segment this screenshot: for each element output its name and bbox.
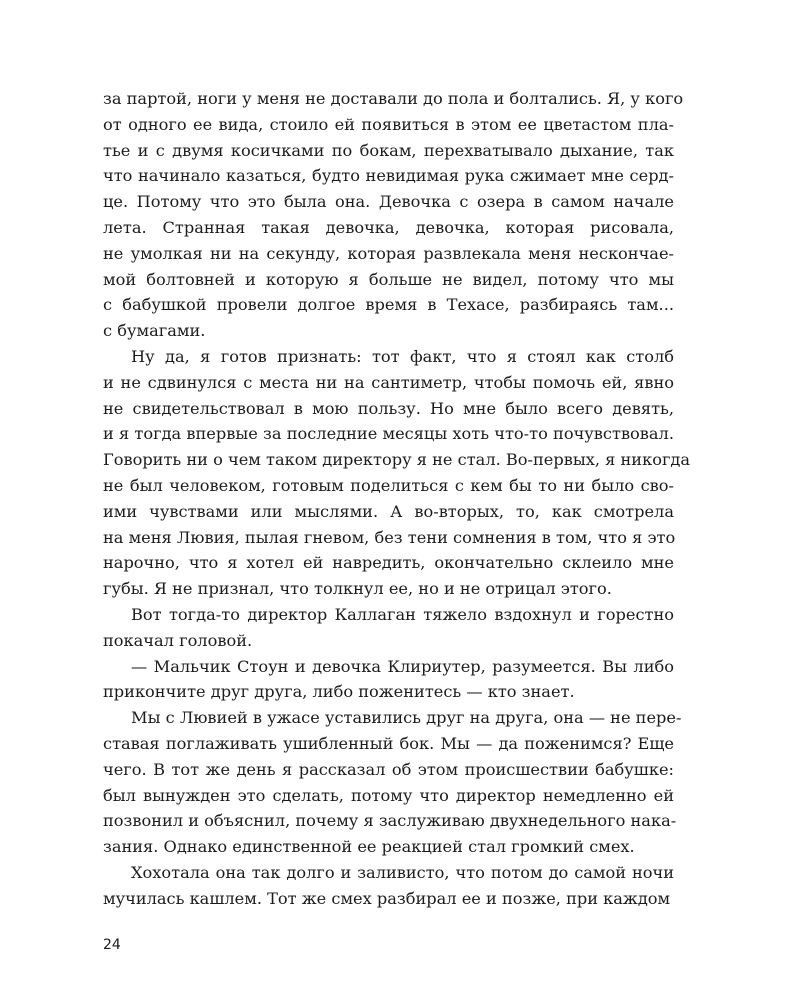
text-line: не был человеком, готовым поделиться с кем бы то ни было сво- [103, 475, 674, 495]
text-line: нарочно, что я хотел ей навредить, окончательно склеило мне [103, 553, 674, 573]
text-line: был вынужден это сделать, потому что директор немедленно ей [103, 785, 674, 805]
paragraph [103, 705, 682, 860]
text-line: Вот тогда-то директор Каллаган тяжело вздохнул и горестно [131, 604, 674, 624]
text-line: не свидетельствовал в мою пользу. Но мне было всего девять, [103, 398, 674, 418]
page-number: 24 [103, 937, 121, 953]
text-line: прикончите друг друга, либо поженитесь — кто знает. [103, 682, 575, 702]
text-line: мой болтовней и которую я больше не видел, потому что мы [103, 269, 674, 289]
text-line: за партой, ноги у меня не доставали до пола и болтались. Я, у кого [103, 89, 684, 108]
body-text [103, 86, 691, 912]
paragraph [103, 860, 674, 912]
text-line: на меня Лювия, пылая гневом, без тени сомнения в том, что я это [103, 527, 676, 547]
paragraph [103, 86, 684, 344]
text-line: губы. Я не признал, что толкнул ее, но и не отрицал этого. [103, 579, 612, 599]
paragraph [103, 654, 674, 706]
text-line: це. Потому что это была она. Девочка с озера в самом начале [103, 192, 674, 212]
text-line: что начинало казаться, будто невидимая рука сжимает мне серд- [103, 166, 674, 186]
text-line: ими чувствами или мыслями. А во-вторых, то, как смотрела [103, 501, 674, 521]
text-line: не умолкая ни на секунду, которая развлекала меня нескончае- [103, 243, 674, 263]
text-line: и не сдвинулся с места ни на сантиметр, чтобы помочь ей, явно [103, 372, 674, 392]
text-line: мучилась кашлем. Тот же смех разбирал ее и позже, при каждом [103, 888, 671, 908]
text-line: позвонил и объяснил, почему я заслуживаю двухнедельного нака- [103, 811, 677, 831]
paragraph [103, 344, 691, 602]
text-line: покачал головой. [103, 630, 253, 650]
text-line: с бумагами. [103, 321, 206, 341]
text-line: Ну да, я готов признать: тот факт, что я стоял как столб [131, 346, 674, 366]
paragraph [103, 602, 674, 654]
text-line: зания. Однако единственной ее реакцией стал громкий смех. [103, 837, 635, 857]
text-line: и я тогда впервые за последние месяцы хоть что-то почувствовал. [103, 424, 674, 444]
text-line: лета. Странная такая девочка, девочка, которая рисовала, [103, 217, 674, 237]
text-line: от одного ее вида, стоило ей появиться в этом ее цветастом пла- [103, 114, 674, 134]
text-line: Хохотала она так долго и заливисто, что потом до самой ночи [131, 862, 674, 882]
text-line: — Мальчик Стоун и девочка Клириутер, разумеется. Вы либо [131, 656, 674, 676]
text-line: Мы с Лювией в ужасе уставились друг на друга, она — не пере- [131, 708, 682, 728]
text-line: ставая поглаживать ушибленный бок. Мы — да поженимся? Еще [103, 733, 674, 753]
text-line: тье и с двумя косичками по бокам, перехватывало дыхание, так [103, 140, 674, 160]
text-line: Говорить ни о чем таком директору я не стал. Во-первых, я никогда [103, 450, 691, 470]
text-line: чего. В тот же день я рассказал об этом происшествии бабушке: [103, 759, 674, 779]
text-line: с бабушкой провели долгое время в Техасе, разбираясь там... [103, 295, 674, 315]
